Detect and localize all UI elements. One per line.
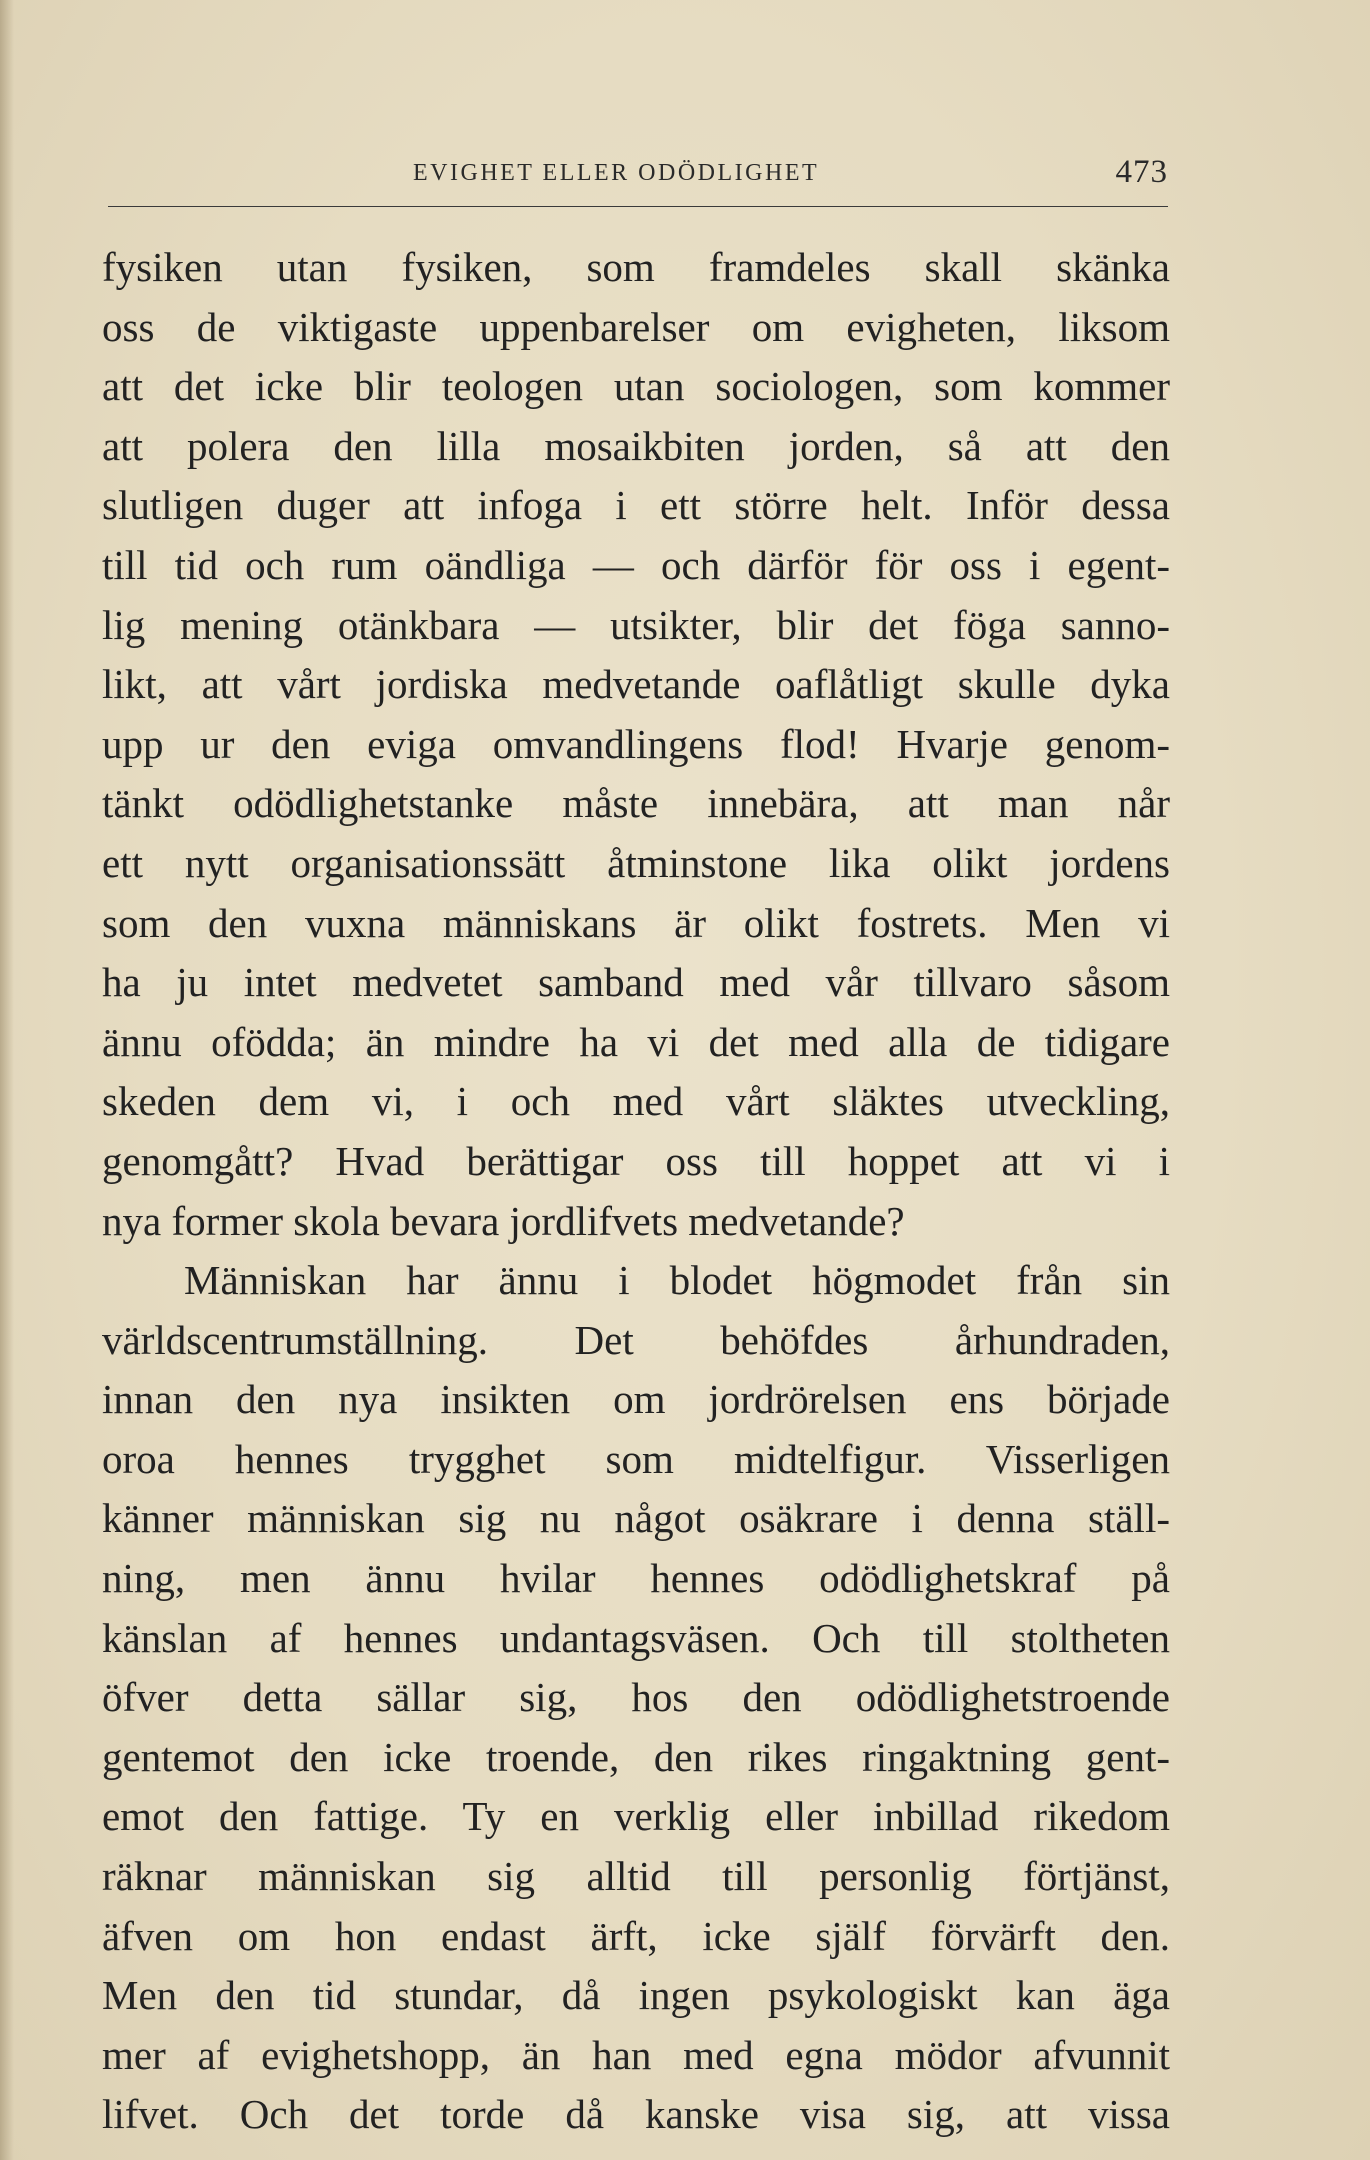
text-line: nya former skola bevara jordlifvets medvetande? bbox=[102, 1197, 905, 1244]
spine-shadow bbox=[0, 0, 14, 2160]
text-line: upp ur den eviga omvandlingens flod! Hvarje genom- bbox=[102, 720, 1170, 767]
text-line: likt, att vårt jordiska medvetande oaflåtligt skulle dyka bbox=[102, 661, 1170, 708]
text-line: emot den fattige. Ty en verklig eller inbillad rikedom bbox=[102, 1793, 1170, 1840]
text-line: ha ju intet medvetet samband med vår tillvaro såsom bbox=[102, 959, 1170, 1006]
text-line: Men den tid stundar, då ingen psykologiskt kan äga bbox=[102, 1972, 1170, 2019]
text-line: att det icke blir teologen utan sociologen, som kommer bbox=[102, 363, 1170, 410]
text-line: känslan af hennes undantagsväsen. Och till stoltheten bbox=[102, 1614, 1170, 1661]
text-line: genomgått? Hvad berättigar oss till hoppet att vi i bbox=[102, 1137, 1170, 1184]
text-line: äfven om hon endast ärft, icke själf förvärft den. bbox=[102, 1912, 1170, 1959]
text-line: ett nytt organisationssätt åtminstone lika olikt jordens bbox=[102, 839, 1170, 886]
text-line: ännu ofödda; än mindre ha vi det med alla de tidigare bbox=[102, 1018, 1170, 1065]
text-line: Människan har ännu i blodet högmodet från sin bbox=[184, 1257, 1170, 1304]
page-header bbox=[108, 154, 1168, 198]
text-line: gentemot den icke troende, den rikes ringaktning gent- bbox=[102, 1733, 1170, 1780]
text-line: innan den nya insikten om jordrörelsen ens började bbox=[102, 1376, 1170, 1423]
text-line: ning, men ännu hvilar hennes odödlighetskraf på bbox=[102, 1555, 1170, 1602]
text-line: lifvet. Och det torde då kanske visa sig, att vissa bbox=[102, 2091, 1170, 2138]
text-line: oss de viktigaste uppenbarelser om evigheten, liksom bbox=[102, 303, 1170, 350]
running-head: EVIGHET ELLER ODÖDLIGHET bbox=[413, 160, 820, 186]
header-rule bbox=[108, 206, 1168, 207]
text-line: mer af evighetshopp, än han med egna mödor afvunnit bbox=[102, 2031, 1170, 2078]
text-line: fysiken utan fysiken, som framdeles skall skänka bbox=[102, 244, 1170, 290]
text-line: lig mening otänkbara — utsikter, blir det föga sanno- bbox=[102, 601, 1170, 648]
body-text bbox=[102, 238, 1170, 2145]
text-line: att polera den lilla mosaikbiten jorden, så att den bbox=[102, 422, 1170, 469]
text-line: världscentrumställning. Det behöfdes århundraden, bbox=[102, 1316, 1170, 1363]
text-line: till tid och rum oändliga — och därför för oss i egent- bbox=[102, 541, 1170, 588]
text-line: slutligen duger att infoga i ett större helt. Inför dessa bbox=[102, 482, 1170, 529]
text-line: räknar människan sig alltid till personlig förtjänst, bbox=[102, 1853, 1170, 1900]
text-line: som den vuxna människans är olikt fostrets. Men vi bbox=[102, 899, 1170, 946]
text-line: känner människan sig nu något osäkrare i denna ställ- bbox=[102, 1495, 1170, 1542]
text-line: skeden dem vi, i och med vårt släktes utveckling, bbox=[102, 1078, 1170, 1125]
text-line: öfver detta sällar sig, hos den odödlighetstroende bbox=[102, 1674, 1170, 1721]
text-line: tänkt odödlighetstanke måste innebära, att man når bbox=[102, 780, 1170, 827]
text-line: oroa hennes trygghet som midtelfigur. Visserligen bbox=[102, 1435, 1170, 1482]
page-number: 473 bbox=[1115, 154, 1168, 190]
